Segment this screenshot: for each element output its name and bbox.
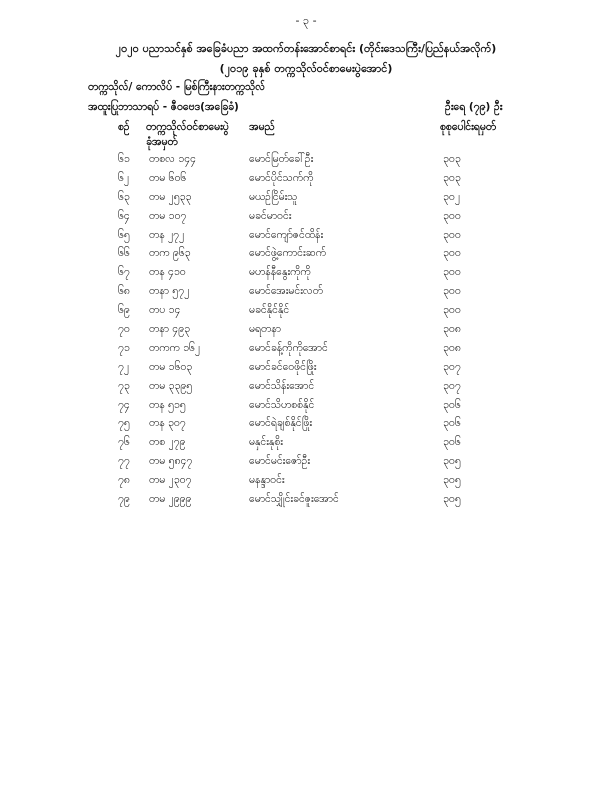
row-serial-no: ၇၈ (118, 474, 130, 487)
row-total-marks: ၃၀၆ (443, 436, 461, 449)
row-serial-no: ၇၇ (118, 455, 130, 468)
table-row (0, 323, 612, 342)
row-student-name: မောင်ခင်ဝေဖိုင်ဖြိုး (249, 360, 317, 373)
table-row (0, 361, 612, 380)
table-row (0, 191, 612, 210)
row-serial-no: ၇၃ (118, 379, 130, 392)
university-line: တက္ကသိုလ်/ ကောလိပ် - မြစ်ကြီးနားတက္ကသိုလ် (88, 81, 266, 93)
row-serial-no: ၆၂ (118, 171, 130, 184)
row-student-name: မောင်သိဟစစ်နိုင် (249, 398, 315, 411)
row-student-name: မောင်မြတ်ခေါ်ဦး (249, 153, 314, 165)
row-total-marks: ၃၀၅ (443, 455, 461, 468)
page-number: - ၃ - (295, 14, 317, 27)
row-serial-no: ၇၂ (118, 360, 130, 373)
row-serial-no: ၇၉ (118, 493, 130, 506)
header-serial-no: စဉ် (118, 121, 130, 133)
row-student-name: မယဉ်ငြိမ်းသူ (249, 190, 298, 203)
row-serial-no: ၆၁ (118, 153, 130, 165)
row-student-name: မောင်မင်းဇော်ဦး (249, 455, 311, 468)
row-serial-no: ၇၅ (118, 417, 130, 430)
row-student-name: မောင်ရဲချစ်နိုင်ဖြိုး (249, 417, 313, 430)
row-total-marks: ၃၀၅ (443, 493, 461, 506)
row-serial-no: ၆၅ (118, 228, 130, 241)
table-row (0, 417, 612, 436)
table-row (0, 436, 612, 455)
table-row (0, 285, 612, 304)
row-total-marks: ၃၀၈ (443, 341, 461, 354)
row-serial-no: ၆၄ (118, 209, 130, 222)
row-exam-roll: တန ၃၀၇ (149, 417, 186, 430)
row-serial-no: ၇၁ (118, 341, 130, 354)
row-serial-no: ၆၉ (118, 304, 130, 317)
document-title: ၂၀၂၀ ပညာသင်နှစ် အခြေခံပညာ အထက်တန်းအောင်စာရင်း (တိုင်းဒေသကြီး/ပြည်နယ်အလိုက်) (115, 42, 497, 55)
row-student-name: မခင်မာဝင်း (249, 209, 292, 222)
table-row (0, 210, 612, 229)
row-exam-roll: တန ၂၇၂ (149, 228, 185, 241)
row-exam-roll: တက ၉၆၃ (149, 247, 191, 260)
row-student-name: မခင်နိုင်နိုင် (249, 304, 290, 317)
row-exam-roll: တစလ ၁၄၄ (149, 153, 197, 165)
row-serial-no: ၇၀ (118, 323, 130, 336)
row-serial-no: ၆၆ (118, 247, 130, 260)
row-exam-roll: တမ ၂၅၃၃ (149, 190, 192, 203)
header-total-marks: စုစုပေါင်းရမှတ် (440, 121, 497, 133)
row-total-marks: ၃၀၇ (443, 360, 461, 373)
row-exam-roll: တမ ၁၆၀၃ (149, 360, 193, 373)
row-student-name: မောင်ကျော်ဇင်ထိန်း (249, 228, 324, 241)
table-row (0, 342, 612, 361)
row-student-name: မောင်ဖွဲ့ကောင်းဆက် (249, 247, 327, 260)
table-row (0, 153, 612, 172)
row-student-name: မောင်အေးမင်းလတ် (249, 285, 323, 298)
row-total-marks: ၃၀၀ (443, 228, 461, 241)
table-row (0, 455, 612, 474)
row-student-name: မောင်ခန့်ကိုကိုအောင် (249, 341, 328, 354)
row-serial-no: ၆၇ (118, 266, 130, 279)
student-count: ဦးရေ (၇၉) ဦး (445, 101, 503, 113)
row-student-name: မနှင်းနုစိုး (249, 436, 283, 449)
row-serial-no: ၆၃ (118, 190, 130, 203)
table-row (0, 399, 612, 418)
row-total-marks: ၃၀၈ (443, 323, 461, 336)
table-row (0, 229, 612, 248)
row-total-marks: ၃၀၀ (443, 209, 461, 222)
table-row (0, 172, 612, 191)
table-row (0, 493, 612, 512)
results-list (0, 153, 612, 512)
row-exam-roll: တကက ၁၆၂ (149, 341, 201, 354)
subject-line: အထူးပြုဘာသာရပ် - ဇီဝဗေဒ(အခြေခံ) (88, 101, 239, 113)
row-student-name: မောင်သျှိုင်းခင်ဇူးအောင် (249, 493, 339, 506)
row-serial-no: ၇၄ (118, 398, 130, 411)
row-total-marks: ၃၀၂ (443, 190, 460, 203)
row-exam-roll: တန ၅၁၅ (149, 398, 186, 411)
row-exam-roll: တမ ၆၀၆ (149, 171, 187, 184)
row-exam-roll: တမ ၂၉၉၉ (149, 493, 192, 506)
row-exam-roll: တနာ ၄၉၃ (149, 323, 191, 336)
table-row (0, 474, 612, 493)
row-student-name: မောင်ပိုင်သက်ကို (249, 171, 314, 184)
row-exam-roll: တမ ၁၀၇ (149, 209, 187, 222)
row-exam-roll: တန ၄၁၀ (149, 266, 186, 279)
table-row (0, 380, 612, 399)
row-student-name: မရတနာ (249, 323, 282, 336)
row-exam-roll: တမ ၃၃၉၅ (149, 379, 193, 392)
row-total-marks: ၃၀၆ (443, 417, 461, 430)
row-exam-roll: တစ ၂၇၉ (149, 436, 186, 449)
row-total-marks: ၃၀၀ (443, 247, 461, 260)
row-exam-roll: တပ ၁၄ (149, 304, 181, 317)
row-exam-roll: တမ ၅၈၄၇ (149, 455, 193, 468)
row-total-marks: ၃၀၃ (443, 153, 461, 165)
row-student-name: မနန္ဒာဝင်း (249, 474, 285, 487)
row-total-marks: ၃၀၀ (443, 304, 461, 317)
header-exam-roll-number: ခုံအမှတ် (146, 136, 178, 148)
row-student-name: မောင်သိန်းအောင် (249, 379, 315, 392)
row-total-marks: ၃၀၆ (443, 398, 461, 411)
header-exam-roll: တက္ကသိုလ်ဝင်စာမေးပွဲ (146, 121, 229, 133)
row-total-marks: ၃၀၀ (443, 266, 461, 279)
table-row (0, 304, 612, 323)
row-total-marks: ၃၀၀ (443, 285, 461, 298)
row-exam-roll: တမ ၂၃၀၇ (149, 474, 192, 487)
row-total-marks: ၃၀၃ (443, 171, 461, 184)
row-student-name: မဟန်နီနွေးကိုကို (249, 266, 311, 279)
row-total-marks: ၃၀၇ (443, 379, 461, 392)
table-row (0, 247, 612, 266)
table-row (0, 266, 612, 285)
document-subtitle: (၂၀၁၉ ခုနှစ် တက္ကသိုလ်ဝင်စာမေးပွဲအောင်) (219, 62, 393, 75)
row-serial-no: ၇၆ (118, 436, 130, 449)
header-name: အမည် (249, 121, 275, 133)
row-total-marks: ၃၀၅ (443, 474, 461, 487)
row-serial-no: ၆၈ (118, 285, 130, 298)
row-exam-roll: တနာ ၅၇၂ (149, 285, 190, 298)
